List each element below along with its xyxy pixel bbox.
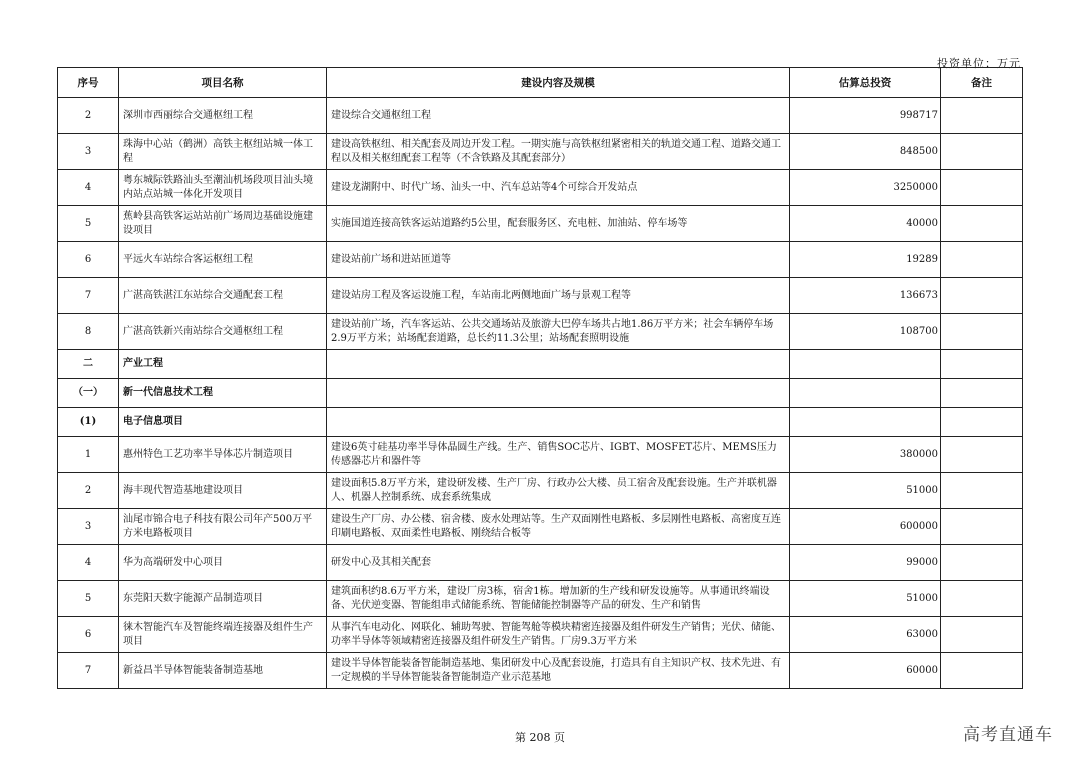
row-investment: 40000 xyxy=(790,206,941,242)
row-remark xyxy=(941,653,1023,689)
row-remark xyxy=(941,134,1023,170)
row-investment: 60000 xyxy=(790,653,941,689)
header-remark: 备注 xyxy=(941,68,1023,98)
row-investment: 380000 xyxy=(790,437,941,473)
row-name: 广湛高铁新兴南站综合交通枢纽工程 xyxy=(119,314,327,350)
row-remark xyxy=(941,617,1023,653)
section-title: 电子信息项目 xyxy=(119,408,327,437)
row-remark xyxy=(941,278,1023,314)
table-row xyxy=(58,206,1023,242)
row-investment: 51000 xyxy=(790,581,941,617)
row-content: 建设半导体智能装备智能制造基地、集团研发中心及配套设施，打造具有自主知识产权、技术先进、有一定规模的半导体智能装备智能制造产业示范基地 xyxy=(327,653,790,689)
row-remark xyxy=(941,437,1023,473)
row-content: 建设龙湖附中、时代广场、汕头一中、汽车总站等4个可综合开发站点 xyxy=(327,170,790,206)
section-row-industry xyxy=(58,350,1023,379)
row-name: 平远火车站综合客运枢纽工程 xyxy=(119,242,327,278)
row-remark xyxy=(941,314,1023,350)
header-no: 序号 xyxy=(58,68,119,98)
table-row xyxy=(58,545,1023,581)
row-investment: 51000 xyxy=(790,473,941,509)
header-content: 建设内容及规模 xyxy=(327,68,790,98)
project-table xyxy=(57,67,1023,689)
row-investment: 848500 xyxy=(790,134,941,170)
row-content: 建设综合交通枢纽工程 xyxy=(327,98,790,134)
row-content: 从事汽车电动化、网联化、辅助驾驶、智能驾舱等模块精密连接器及组件研发生产销售；光伏、储能、功率半导体等领域精密连接器及组件研发生产销售。厂房9.3万平方米 xyxy=(327,617,790,653)
table-row xyxy=(58,437,1023,473)
row-content: 研发中心及其相关配套 xyxy=(327,545,790,581)
header-name: 项目名称 xyxy=(119,68,327,98)
row-investment: 19289 xyxy=(790,242,941,278)
watermark: 高考直通车 xyxy=(963,725,1053,745)
row-no: 1 xyxy=(58,437,119,473)
table-header-row xyxy=(58,68,1023,98)
section-title: 产业工程 xyxy=(119,350,327,379)
row-remark xyxy=(941,242,1023,278)
row-no: 3 xyxy=(58,134,119,170)
row-remark xyxy=(941,581,1023,617)
table-row xyxy=(58,98,1023,134)
row-name: 海丰现代智造基地建设项目 xyxy=(119,473,327,509)
table-row xyxy=(58,473,1023,509)
row-content: 建设生产厂房、办公楼、宿舍楼、废水处理站等。生产双面刚性电路板、多层刚性电路板、高密度互连印刷电路板、双面柔性电路板、刚绕结合板等 xyxy=(327,509,790,545)
row-remark xyxy=(941,473,1023,509)
section-no: (1) xyxy=(58,408,119,437)
table-row xyxy=(58,617,1023,653)
investment-unit-label: 投资单位：万元 xyxy=(937,57,1021,70)
table-row xyxy=(58,242,1023,278)
row-no: 5 xyxy=(58,206,119,242)
row-no: 7 xyxy=(58,653,119,689)
row-name: 珠海中心站（鹤洲）高铁主枢纽站城一体工程 xyxy=(119,134,327,170)
row-name: 东莞阳天数字能源产品制造项目 xyxy=(119,581,327,617)
row-investment: 600000 xyxy=(790,509,941,545)
row-content: 建设面积5.8万平方米，建设研发楼、生产厂房、行政办公大楼、员工宿舍及配套设施。生产并联机器人、机器人控制系统、成套系统集成 xyxy=(327,473,790,509)
header-investment: 估算总投资 xyxy=(790,68,941,98)
row-remark xyxy=(941,545,1023,581)
row-content: 实施国道连接高铁客运站道路约5公里，配套服务区、充电桩、加油站、停车场等 xyxy=(327,206,790,242)
row-no: 4 xyxy=(58,170,119,206)
row-content: 建设站前广场和进站匝道等 xyxy=(327,242,790,278)
row-no: 2 xyxy=(58,473,119,509)
table-row xyxy=(58,581,1023,617)
row-name: 惠州特色工艺功率半导体芯片制造项目 xyxy=(119,437,327,473)
section-no: 二 xyxy=(58,350,119,379)
row-content: 建设站房工程及客运设施工程，车站南北两侧地面广场与景观工程等 xyxy=(327,278,790,314)
row-name: 广湛高铁湛江东站综合交通配套工程 xyxy=(119,278,327,314)
row-content: 建设6英寸硅基功率半导体晶圆生产线。生产、销售SOC芯片、IGBT、MOSFET芯片、MEMS压力传感器芯片和器件等 xyxy=(327,437,790,473)
row-no: 4 xyxy=(58,545,119,581)
row-no: 6 xyxy=(58,242,119,278)
table-row xyxy=(58,509,1023,545)
page-number: 第 208 页 xyxy=(515,731,565,744)
row-name: 深圳市西丽综合交通枢纽工程 xyxy=(119,98,327,134)
row-no: 5 xyxy=(58,581,119,617)
table-row xyxy=(58,170,1023,206)
row-no: 6 xyxy=(58,617,119,653)
section-row-electronic xyxy=(58,408,1023,437)
row-name: 华为高端研发中心项目 xyxy=(119,545,327,581)
section-title: 新一代信息技术工程 xyxy=(119,379,327,408)
row-remark xyxy=(941,170,1023,206)
row-investment: 136673 xyxy=(790,278,941,314)
row-content: 建设站前广场，汽车客运站、公共交通场站及旅游大巴停车场共占地1.86万平方米；社会车辆停车场2.9万平方米；站场配套道路，总长约11.3公里；站场配套照明设施 xyxy=(327,314,790,350)
row-no: 3 xyxy=(58,509,119,545)
row-investment: 108700 xyxy=(790,314,941,350)
row-name: 汕尾市锦合电子科技有限公司年产500万平方米电路板项目 xyxy=(119,509,327,545)
row-investment: 99000 xyxy=(790,545,941,581)
table-row xyxy=(58,653,1023,689)
row-investment: 3250000 xyxy=(790,170,941,206)
row-investment: 63000 xyxy=(790,617,941,653)
row-no: 8 xyxy=(58,314,119,350)
row-name: 蕉岭县高铁客运站站前广场周边基础设施建设项目 xyxy=(119,206,327,242)
row-name: 新益昌半导体智能装备制造基地 xyxy=(119,653,327,689)
row-name: 徕木智能汽车及智能终端连接器及组件生产项目 xyxy=(119,617,327,653)
row-no: 2 xyxy=(58,98,119,134)
section-no: （一） xyxy=(58,379,119,408)
row-no: 7 xyxy=(58,278,119,314)
section-row-it xyxy=(58,379,1023,408)
row-content: 建筑面积约8.6万平方米，建设厂房3栋，宿舍1栋。增加新的生产线和研发设施等。从事通讯终端设备、光伏逆变器、智能组串式储能系统、智能储能控制器等产品的研发、生产和销售 xyxy=(327,581,790,617)
row-remark xyxy=(941,206,1023,242)
table-row xyxy=(58,314,1023,350)
row-remark xyxy=(941,98,1023,134)
row-investment: 998717 xyxy=(790,98,941,134)
row-name: 粤东城际铁路汕头至潮汕机场段项目汕头境内站点站城一体化开发项目 xyxy=(119,170,327,206)
table-row xyxy=(58,278,1023,314)
row-remark xyxy=(941,509,1023,545)
row-content: 建设高铁枢纽、相关配套及周边开发工程。一期实施与高铁枢纽紧密相关的轨道交通工程、道路交通工程以及相关枢纽配套工程等（不含铁路及其配套部分） xyxy=(327,134,790,170)
table-row xyxy=(58,134,1023,170)
